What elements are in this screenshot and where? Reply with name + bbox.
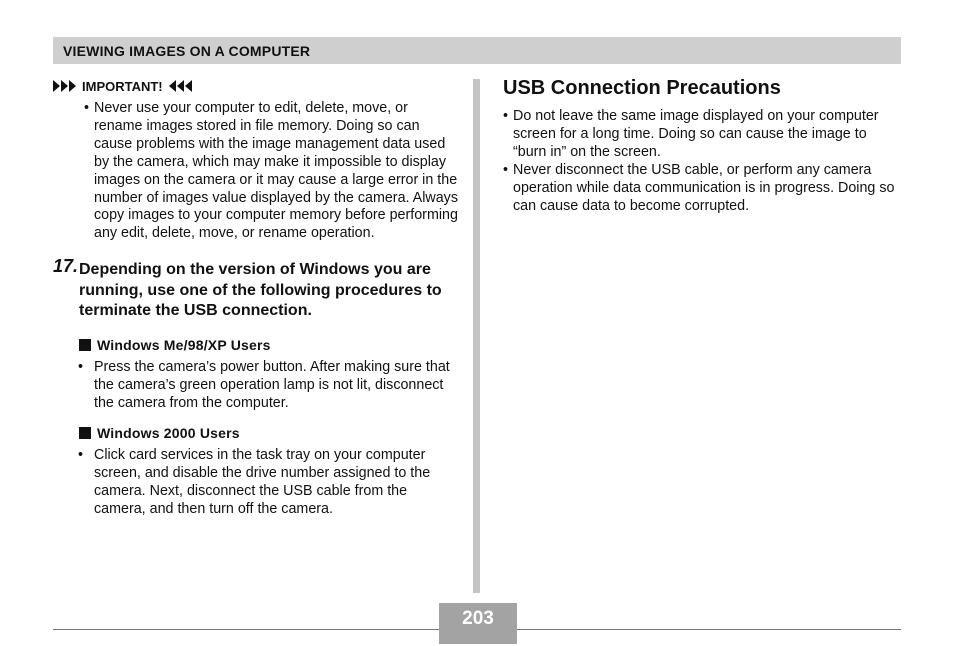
- important-item-text: Never use your computer to edit, delete, move, or rename images stored in file memory. Doing so can cause problems with the image management data used by the camera, which may make it impossible to display images on the camera or it may cause a large error in the number of images value displayed by the camera. Always copy images to your computer memory before performing any edit, delete, move, or rename operation.: [94, 100, 458, 242]
- subsection-list-me-98-xp: [53, 359, 458, 413]
- list-item: [53, 359, 458, 413]
- page-number: 203: [462, 608, 494, 629]
- subsection-list-2000: [53, 447, 458, 519]
- subsection-heading-me-98-xp: [79, 336, 458, 354]
- precaution-item-text: Do not leave the same image displayed on your computer screen for a long time. Doing so can cause the image to “burn in” on the screen.: [513, 108, 879, 160]
- step-number: 17.: [53, 256, 79, 277]
- black-square-icon: [79, 339, 91, 351]
- subsection-item-text: Click card services in the task tray on your computer screen, and disable the drive number assigned to the camera. Next, disconnect the USB cable from the camera, and then turn off the camera.: [94, 447, 431, 518]
- header-bar: [53, 37, 901, 64]
- section-title: USB Connection Precautions: [503, 77, 781, 99]
- important-heading: [53, 78, 458, 94]
- list-item: [53, 100, 458, 243]
- triple-left-triangle-icon: [169, 80, 192, 92]
- bullet-icon: •: [503, 108, 509, 124]
- bullet-icon: •: [503, 161, 509, 178]
- subsection-title: Windows 2000 Users: [97, 425, 240, 442]
- left-column: [53, 78, 458, 519]
- step-17: [53, 256, 458, 322]
- precaution-item-text: Never disconnect the USB cable, or perform any camera operation while data communication is in progress. Doing so can cause data to become corrupted.: [513, 161, 895, 214]
- important-label: IMPORTANT!: [82, 78, 163, 94]
- bullet-icon: •: [78, 447, 84, 464]
- subsection-title: Windows Me/98/XP Users: [97, 336, 271, 353]
- right-column: [503, 76, 903, 215]
- list-item: [503, 162, 903, 216]
- subsection-heading-2000: [79, 424, 458, 442]
- black-square-icon: [79, 427, 91, 439]
- bullet-icon: •: [78, 358, 84, 375]
- header-title: VIEWING IMAGES ON A COMPUTER: [63, 43, 311, 59]
- triple-right-triangle-icon: [53, 80, 76, 92]
- list-item: [503, 108, 903, 162]
- list-item: [53, 447, 458, 519]
- subsection-item-text: Press the camera’s power button. After making sure that the camera’s green operation lamp is not lit, disconnect the camera from the computer.: [94, 358, 450, 411]
- step-text: Depending on the version of Windows you are running, use one of the following procedures to terminate the USB connection.: [79, 261, 442, 320]
- page-number-box: [439, 603, 517, 644]
- precautions-list: [503, 108, 903, 215]
- bullet-icon: •: [84, 100, 90, 116]
- important-list: [53, 100, 458, 243]
- column-divider: [473, 79, 480, 593]
